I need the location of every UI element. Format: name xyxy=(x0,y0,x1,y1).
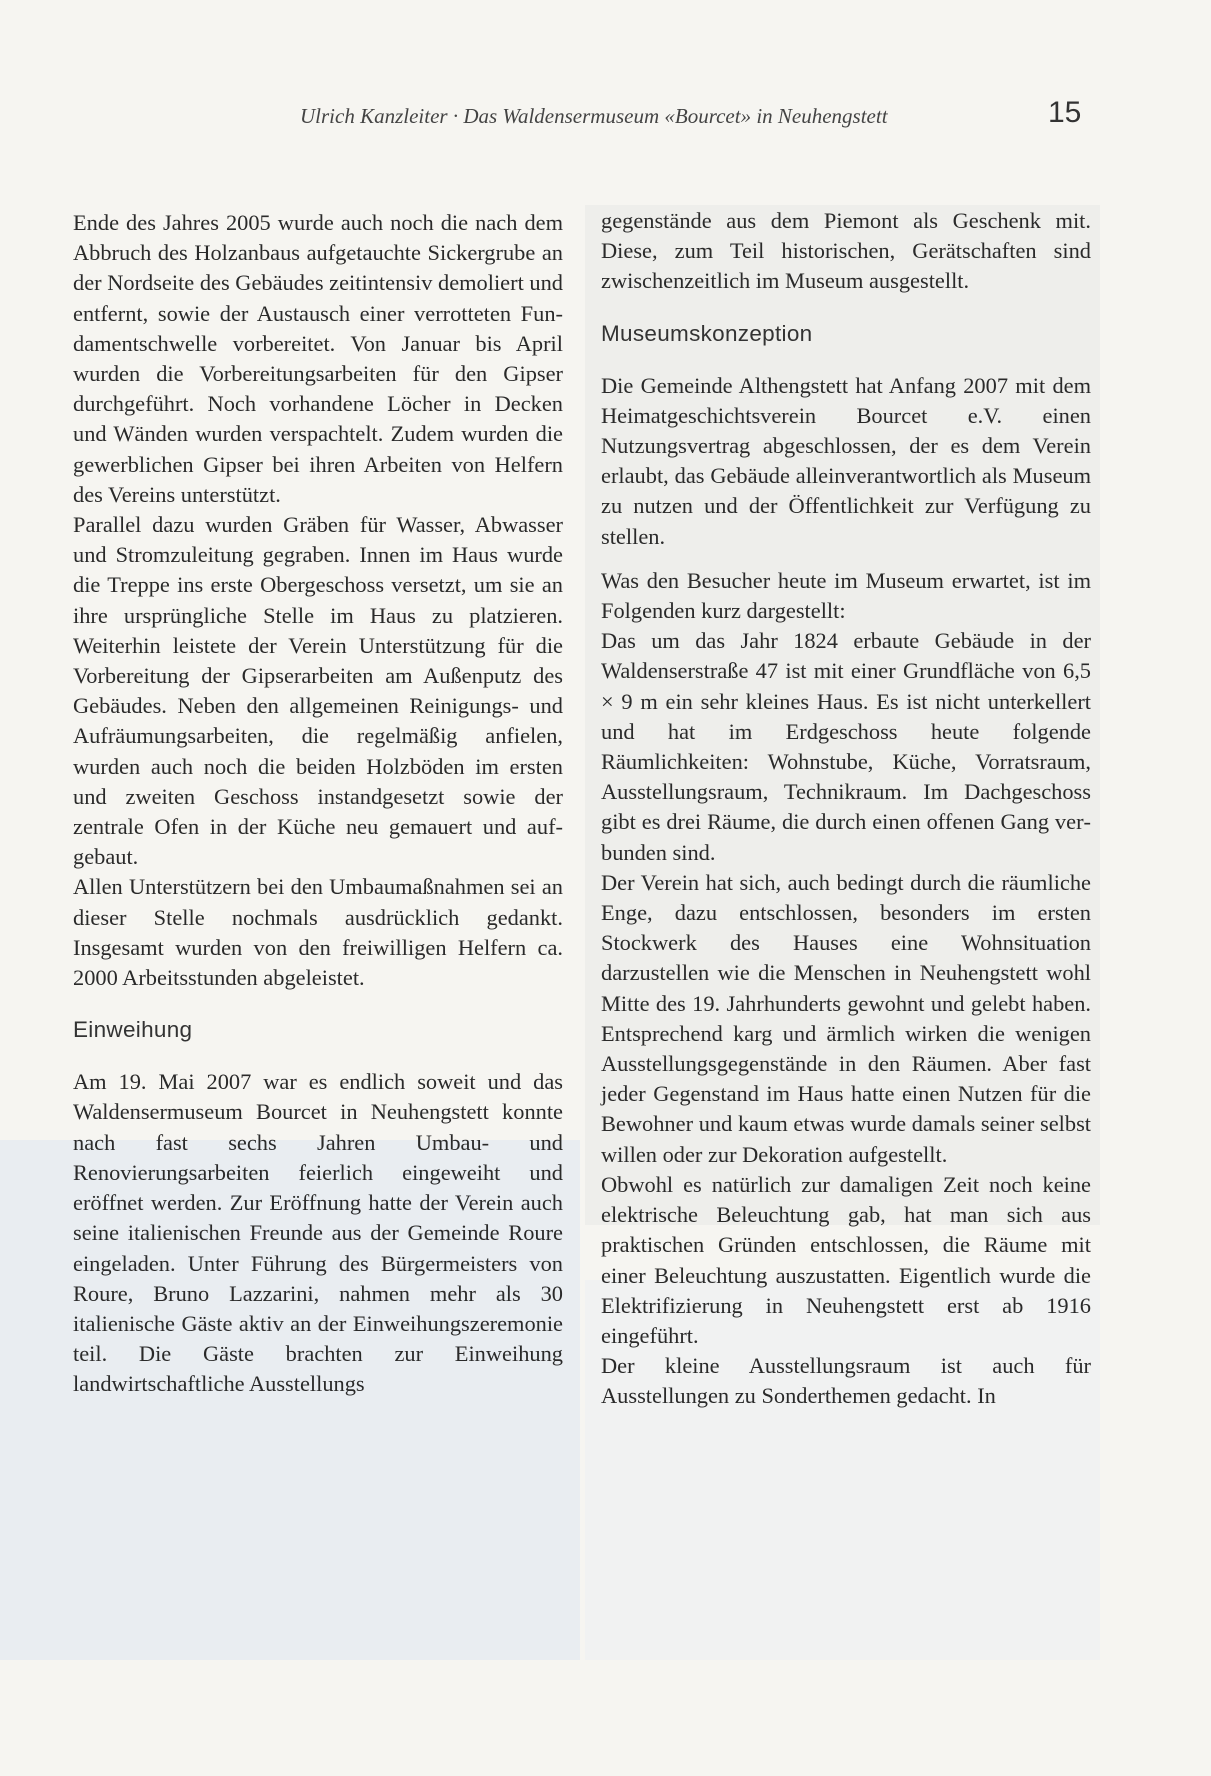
section-heading: Museumskonzeption xyxy=(601,320,813,346)
paragraph: Was den Besucher heute im Museum erwartet, ist im Folgenden kurz dargestellt: xyxy=(601,567,1091,624)
paragraph: Obwohl es natürlich zur damaligen Zeit noch keine elektrische Beleuchtung gab, hat man sich aus praktischen Gründen entschlossen, die Räume mit einer Beleuchtung auszustatten. Eigentlich wurde die Elektrifizierung in Neuhengstett erst ab 1916 eingeführt. xyxy=(601,1171,1091,1348)
running-head: Ulrich Kanzleiter · Das Waldensermuseum «Bourcet» in Neuhengstett xyxy=(300,104,888,128)
paragraph: Ende des Jahres 2005 wurde auch noch die nach dem Abbruch des Holzanbaus aufgetauchte Sickergrube an der Nordseite des Gebäudes zeitintensiv demoliert und entfernt, sowie der Austausch einer verrotteten Fundamentschwelle vorbereitet. Von Januar bis April wurden die Vorbereitungsarbeiten für den Gipser durchgeführt. Noch vorhandene Löcher in Decken und Wänden wurden verspachtelt. Zudem wurden die gewerblichen Gipser bei ihren Arbeiten von Helfern des Vereins unterstützt. xyxy=(73,210,563,507)
right-column xyxy=(601,206,1091,1412)
paragraph: Der Verein hat sich, auch bedingt durch die räumliche Enge, dazu entschlossen, besonders im ersten Stockwerk des Hauses eine Wohnsituation darzustellen wie die Menschen in Neuhengstett wohl Mitte des 19. Jahrhunderts gewohnt und gelebt haben. Entsprechend karg und ärmlich wirken die wenigen Ausstellungsgegenstände in den Räumen. Aber fast jeder Gegenstand im Haus hatte einen Nutzen für die Bewohner und kaum etwas wurde damals seiner selbst willen oder zur Dekoration aufgestellt. xyxy=(601,869,1091,1167)
section-heading: Einweihung xyxy=(73,1017,193,1043)
left-column xyxy=(73,208,563,1400)
paragraph: gegenstände aus dem Piemont als Geschenk mit. Diese, zum Teil historischen, Gerätschaften sind zwischenzeitlich im Museum ausgestellt. xyxy=(601,208,1091,294)
paragraph: Die Gemeinde Althengstett hat Anfang 2007 mit dem Heimatgeschichtsverein Bourcet e.V. einen Nutzungsvertrag abgeschlossen, der es dem Verein erlaubt, das Gebäude alleinverantwortlich als Museum zu nutzen und der Öffentlichkeit zur Verfügung zu stellen. xyxy=(601,372,1091,549)
paragraph: Das um das Jahr 1824 erbaute Gebäude in der Waldenserstraße 47 ist mit einer Grundfläche von 6,5 × 9 m ein sehr kleines Haus. Es ist nicht unterkellert und hat im Erdgeschoss heute folgende Räumlichkeiten: Wohnstube, Küche, Vorratsraum, Ausstellungsraum, Technikraum. Im Dachgeschoss gibt es drei Räume, die durch einen offenen Gang verbunden sind. xyxy=(601,628,1091,865)
paragraph: Allen Unterstützern bei den Umbaumaßnahmen sei an dieser Stelle nochmals ausdrücklich gedankt. Insgesamt wurden von den freiwilligen Helfern ca. 2000 Arbeitsstunden abgeleistet. xyxy=(73,874,563,991)
page-number: 15 xyxy=(1048,96,1082,129)
paragraph: Am 19. Mai 2007 war es endlich soweit und das Waldensermuseum Bourcet in Neuhengstett konnte nach fast sechs Jahren Umbau- und Renovierungsarbeiten feierlich eingeweiht und eröffnet werden. Zur Eröffnung hatte der Verein auch seine italienischen Freunde aus der Gemeinde Roure eingeladen. Unter Führung des Bürgermeisters von Roure, Bruno Lazzarini, nahmen mehr als 30 italienische Gäste aktiv an der Einweihungszeremonie teil. Die Gäste brachten zur Einweihung landwirtschaftliche Ausstellungs xyxy=(73,1069,563,1397)
paragraph: Der kleine Ausstellungsraum ist auch für Ausstellungen zu Sonderthemen gedacht. In xyxy=(601,1353,1091,1409)
paragraph: Parallel dazu wurden Gräben für Wasser, Abwasser und Stromzuleitung gegraben. Innen im Haus wurde die Treppe ins erste Obergeschoss versetzt, um sie an ihre ursprüngliche Stelle im Haus zu platzieren. Weiterhin leistete der Verein Unterstützung für die Vorbereitung der Gipserarbeiten am Außenputz des Gebäudes. Neben den allgemeinen Reinigungs- und Aufräumungsarbeiten, die regelmäßig anfielen, wurden auch noch die beiden Holzböden im ersten und zweiten Geschoss instandgesetzt sowie der zentrale Ofen in der Küche neu gemauert und aufgebaut. xyxy=(73,512,563,870)
